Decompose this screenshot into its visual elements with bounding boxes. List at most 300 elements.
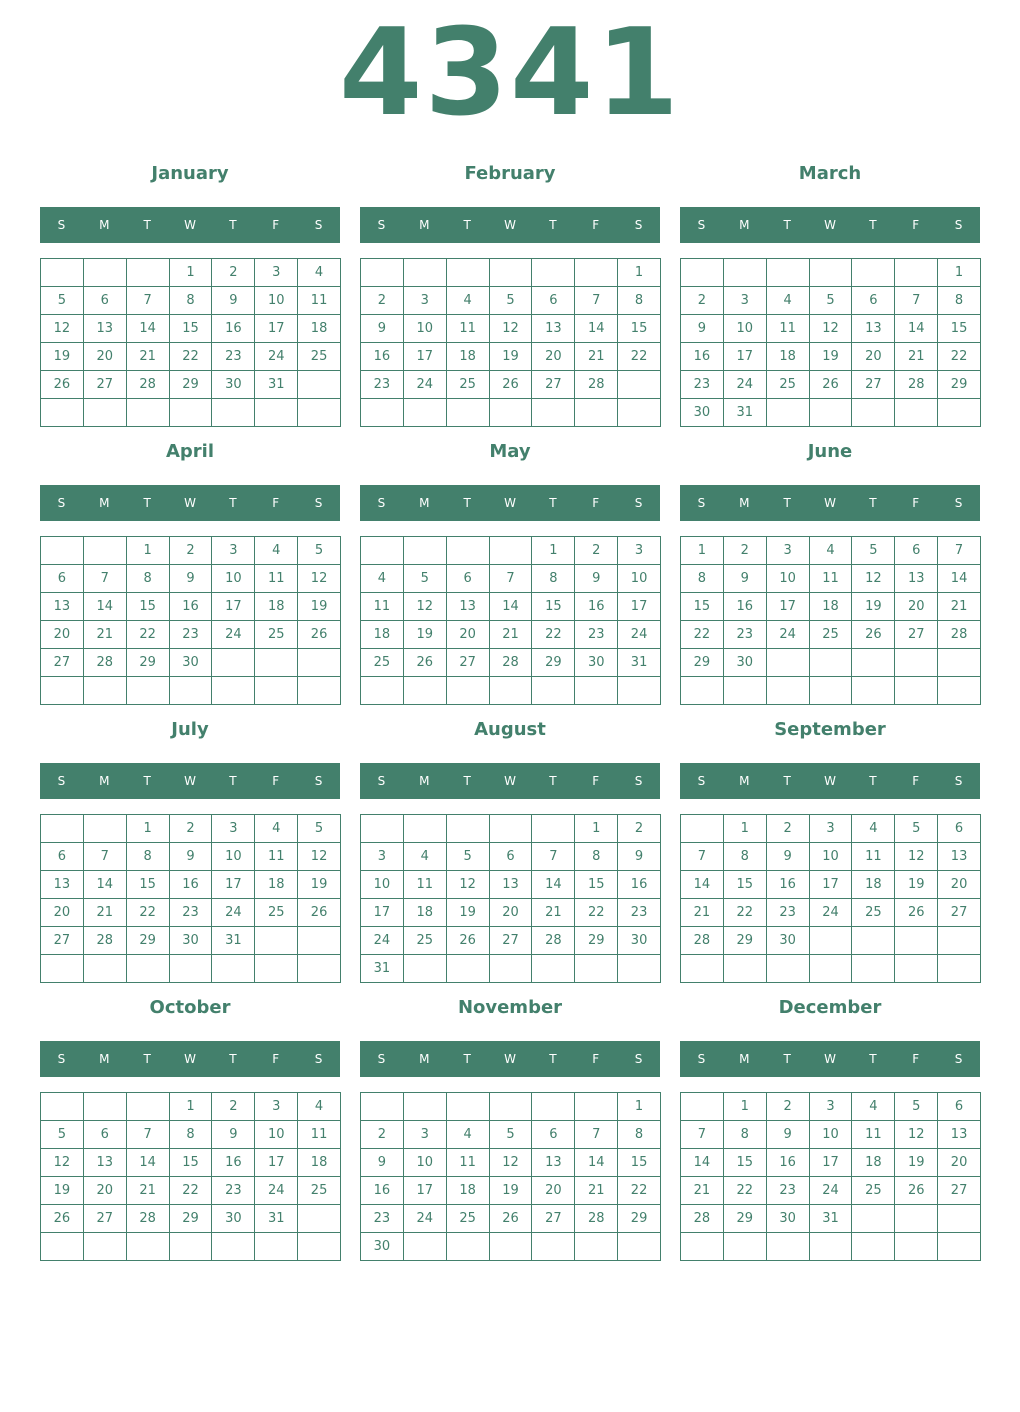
empty-cell <box>575 1093 618 1121</box>
empty-cell <box>298 649 341 677</box>
weekday-label: S <box>697 496 706 510</box>
day-cell: 9 <box>724 565 767 593</box>
weekday-label: T <box>869 218 877 232</box>
day-cell: 22 <box>127 899 170 927</box>
weekday-label: S <box>314 774 323 788</box>
empty-cell <box>255 955 298 983</box>
empty-cell <box>361 1093 404 1121</box>
day-cell: 27 <box>84 1205 127 1233</box>
empty-cell <box>681 259 724 287</box>
day-cell: 23 <box>361 371 404 399</box>
day-cell: 24 <box>404 371 447 399</box>
weekday-label: W <box>824 218 836 232</box>
weekday-label: W <box>824 1052 836 1066</box>
day-cell: 31 <box>255 371 298 399</box>
weekday-label: M <box>739 496 750 510</box>
weekday-label: S <box>57 496 66 510</box>
day-cell: 21 <box>127 1177 170 1205</box>
weekday-label: S <box>697 218 706 232</box>
day-cell: 15 <box>681 593 724 621</box>
day-cell: 17 <box>361 899 404 927</box>
day-cell: 17 <box>212 593 255 621</box>
day-grid <box>360 536 661 705</box>
day-cell: 5 <box>298 815 341 843</box>
weekday-label: T <box>783 774 791 788</box>
weekday-label: T <box>549 218 557 232</box>
day-cell: 17 <box>618 593 661 621</box>
day-cell: 18 <box>447 1177 490 1205</box>
weekday-header <box>360 763 660 799</box>
weekday-label: M <box>739 218 750 232</box>
day-cell: 31 <box>255 1205 298 1233</box>
month-name: April <box>165 441 215 462</box>
empty-cell <box>767 677 810 705</box>
day-cell: 4 <box>852 815 895 843</box>
day-cell: 13 <box>447 593 490 621</box>
day-cell: 4 <box>404 843 447 871</box>
empty-cell <box>212 399 255 427</box>
weekday-label: S <box>634 774 643 788</box>
day-cell: 11 <box>767 315 810 343</box>
day-cell: 5 <box>298 537 341 565</box>
empty-cell <box>490 537 533 565</box>
empty-cell <box>490 677 533 705</box>
month-name: October <box>149 997 231 1018</box>
day-cell: 13 <box>532 1149 575 1177</box>
weekday-label: T <box>783 1052 791 1066</box>
day-cell: 2 <box>681 287 724 315</box>
day-cell: 22 <box>724 1177 767 1205</box>
weekday-label: S <box>314 218 323 232</box>
day-cell: 7 <box>532 843 575 871</box>
month-name: September <box>774 719 886 740</box>
day-cell: 8 <box>618 1121 661 1149</box>
day-cell: 11 <box>404 871 447 899</box>
empty-cell <box>532 955 575 983</box>
day-cell: 1 <box>618 259 661 287</box>
day-cell: 12 <box>895 1121 938 1149</box>
day-cell: 20 <box>84 1177 127 1205</box>
day-cell: 31 <box>361 955 404 983</box>
day-cell: 12 <box>404 593 447 621</box>
day-cell: 16 <box>767 871 810 899</box>
day-cell: 15 <box>575 871 618 899</box>
weekday-label: S <box>314 1052 323 1066</box>
day-cell: 13 <box>938 1121 981 1149</box>
day-cell: 29 <box>170 371 213 399</box>
weekday-header <box>680 207 980 243</box>
day-cell: 5 <box>404 565 447 593</box>
empty-cell <box>127 1093 170 1121</box>
day-cell: 10 <box>212 565 255 593</box>
day-cell: 2 <box>170 537 213 565</box>
day-cell: 23 <box>212 343 255 371</box>
day-cell: 9 <box>361 1149 404 1177</box>
day-cell: 19 <box>895 871 938 899</box>
day-cell: 27 <box>938 899 981 927</box>
weekday-header <box>680 1041 980 1077</box>
day-cell: 23 <box>767 899 810 927</box>
weekday-label: W <box>824 774 836 788</box>
day-cell: 29 <box>618 1205 661 1233</box>
day-cell: 10 <box>212 843 255 871</box>
day-cell: 7 <box>681 1121 724 1149</box>
empty-cell <box>298 677 341 705</box>
day-cell: 4 <box>298 259 341 287</box>
empty-cell <box>490 399 533 427</box>
empty-cell <box>404 955 447 983</box>
day-cell: 23 <box>575 621 618 649</box>
month-name: January <box>151 163 229 184</box>
day-cell: 23 <box>170 621 213 649</box>
weekday-label: M <box>739 774 750 788</box>
empty-cell <box>895 677 938 705</box>
day-cell: 27 <box>41 649 84 677</box>
day-cell: 11 <box>810 565 853 593</box>
weekday-label: W <box>504 774 516 788</box>
day-cell: 13 <box>41 871 84 899</box>
empty-cell <box>681 1233 724 1261</box>
empty-cell <box>895 1205 938 1233</box>
empty-cell <box>852 677 895 705</box>
empty-cell <box>681 815 724 843</box>
day-cell: 8 <box>532 565 575 593</box>
weekday-label: W <box>184 218 196 232</box>
weekday-label: F <box>912 1052 920 1066</box>
day-cell: 24 <box>255 343 298 371</box>
day-cell: 23 <box>767 1177 810 1205</box>
day-cell: 11 <box>298 287 341 315</box>
day-cell: 27 <box>447 649 490 677</box>
day-cell: 22 <box>532 621 575 649</box>
day-cell: 12 <box>490 1149 533 1177</box>
weekday-label: S <box>634 1052 643 1066</box>
empty-cell <box>895 955 938 983</box>
day-cell: 26 <box>895 899 938 927</box>
day-cell: 18 <box>852 1149 895 1177</box>
day-cell: 17 <box>255 1149 298 1177</box>
day-cell: 25 <box>298 343 341 371</box>
day-cell: 23 <box>681 371 724 399</box>
day-cell: 10 <box>361 871 404 899</box>
day-cell: 22 <box>938 343 981 371</box>
empty-cell <box>361 399 404 427</box>
day-cell: 10 <box>724 315 767 343</box>
day-cell: 26 <box>895 1177 938 1205</box>
weekday-label: T <box>783 496 791 510</box>
day-cell: 19 <box>490 1177 533 1205</box>
day-cell: 29 <box>532 649 575 677</box>
day-cell: 1 <box>724 1093 767 1121</box>
day-cell: 12 <box>298 843 341 871</box>
weekday-header <box>680 485 980 521</box>
day-cell: 27 <box>490 927 533 955</box>
day-cell: 4 <box>298 1093 341 1121</box>
day-cell: 28 <box>895 371 938 399</box>
day-cell: 7 <box>127 287 170 315</box>
day-cell: 2 <box>212 1093 255 1121</box>
day-cell: 1 <box>724 815 767 843</box>
empty-cell <box>127 677 170 705</box>
empty-cell <box>170 1233 213 1261</box>
day-cell: 5 <box>895 1093 938 1121</box>
day-grid <box>40 1092 341 1261</box>
day-cell: 28 <box>490 649 533 677</box>
day-cell: 16 <box>767 1149 810 1177</box>
day-cell: 1 <box>127 537 170 565</box>
weekday-label: M <box>419 496 430 510</box>
day-cell: 31 <box>618 649 661 677</box>
day-cell: 24 <box>810 1177 853 1205</box>
empty-cell <box>127 259 170 287</box>
empty-cell <box>41 677 84 705</box>
day-cell: 15 <box>127 871 170 899</box>
day-cell: 18 <box>404 899 447 927</box>
day-cell: 13 <box>852 315 895 343</box>
day-cell: 1 <box>575 815 618 843</box>
empty-cell <box>298 371 341 399</box>
day-grid <box>680 258 981 427</box>
day-cell: 18 <box>298 315 341 343</box>
day-cell: 10 <box>255 287 298 315</box>
day-cell: 15 <box>618 1149 661 1177</box>
day-cell: 9 <box>170 843 213 871</box>
day-cell: 26 <box>490 1205 533 1233</box>
weekday-header <box>360 207 660 243</box>
weekday-label: S <box>634 496 643 510</box>
day-cell: 14 <box>84 593 127 621</box>
empty-cell <box>212 955 255 983</box>
weekday-label: F <box>912 774 920 788</box>
weekday-label: S <box>314 496 323 510</box>
weekday-label: S <box>954 496 963 510</box>
day-cell: 6 <box>532 287 575 315</box>
day-cell: 3 <box>404 287 447 315</box>
empty-cell <box>404 1093 447 1121</box>
day-cell: 3 <box>810 815 853 843</box>
day-cell: 22 <box>127 621 170 649</box>
day-grid <box>360 258 661 427</box>
day-cell: 30 <box>767 927 810 955</box>
empty-cell <box>212 677 255 705</box>
day-cell: 12 <box>895 843 938 871</box>
day-cell: 12 <box>490 315 533 343</box>
day-cell: 19 <box>895 1149 938 1177</box>
empty-cell <box>938 1233 981 1261</box>
weekday-label: F <box>272 218 280 232</box>
empty-cell <box>810 259 853 287</box>
day-cell: 15 <box>724 871 767 899</box>
day-cell: 11 <box>255 565 298 593</box>
empty-cell <box>447 259 490 287</box>
day-cell: 20 <box>938 1149 981 1177</box>
empty-cell <box>41 399 84 427</box>
day-cell: 23 <box>724 621 767 649</box>
day-cell: 9 <box>170 565 213 593</box>
day-cell: 26 <box>404 649 447 677</box>
day-cell: 21 <box>938 593 981 621</box>
day-cell: 30 <box>767 1205 810 1233</box>
empty-cell <box>298 955 341 983</box>
day-cell: 28 <box>938 621 981 649</box>
day-cell: 20 <box>938 871 981 899</box>
day-grid <box>40 258 341 427</box>
day-cell: 31 <box>810 1205 853 1233</box>
day-cell: 3 <box>767 537 810 565</box>
empty-cell <box>575 955 618 983</box>
day-cell: 16 <box>724 593 767 621</box>
day-cell: 26 <box>447 927 490 955</box>
day-cell: 2 <box>767 1093 810 1121</box>
day-cell: 15 <box>618 315 661 343</box>
weekday-label: T <box>463 1052 471 1066</box>
day-cell: 30 <box>724 649 767 677</box>
weekday-label: T <box>549 774 557 788</box>
weekday-label: M <box>419 774 430 788</box>
weekday-label: S <box>57 774 66 788</box>
weekday-header <box>360 485 660 521</box>
weekday-label: M <box>739 1052 750 1066</box>
empty-cell <box>298 927 341 955</box>
weekday-header <box>40 763 340 799</box>
day-cell: 6 <box>938 815 981 843</box>
day-cell: 29 <box>724 927 767 955</box>
day-cell: 21 <box>575 1177 618 1205</box>
day-cell: 28 <box>575 371 618 399</box>
day-cell: 19 <box>298 593 341 621</box>
weekday-label: F <box>592 774 600 788</box>
day-cell: 4 <box>447 1121 490 1149</box>
year-title: 4341 <box>339 4 681 143</box>
day-cell: 10 <box>255 1121 298 1149</box>
day-cell: 2 <box>767 815 810 843</box>
day-cell: 16 <box>618 871 661 899</box>
weekday-header <box>360 1041 660 1077</box>
empty-cell <box>404 537 447 565</box>
day-cell: 20 <box>84 343 127 371</box>
day-cell: 30 <box>575 649 618 677</box>
day-cell: 29 <box>724 1205 767 1233</box>
day-cell: 11 <box>361 593 404 621</box>
empty-cell <box>41 1093 84 1121</box>
weekday-label: M <box>99 218 110 232</box>
day-cell: 30 <box>361 1233 404 1261</box>
weekday-label: S <box>954 1052 963 1066</box>
day-cell: 13 <box>84 315 127 343</box>
day-cell: 19 <box>41 343 84 371</box>
day-cell: 21 <box>575 343 618 371</box>
day-cell: 6 <box>852 287 895 315</box>
day-cell: 18 <box>767 343 810 371</box>
day-cell: 4 <box>810 537 853 565</box>
day-cell: 31 <box>212 927 255 955</box>
day-cell: 3 <box>212 537 255 565</box>
day-cell: 18 <box>361 621 404 649</box>
weekday-header <box>40 485 340 521</box>
empty-cell <box>938 955 981 983</box>
day-cell: 28 <box>532 927 575 955</box>
empty-cell <box>84 537 127 565</box>
weekday-label: W <box>824 496 836 510</box>
day-cell: 5 <box>41 287 84 315</box>
empty-cell <box>447 677 490 705</box>
day-cell: 15 <box>127 593 170 621</box>
day-grid <box>680 814 981 983</box>
day-cell: 28 <box>127 371 170 399</box>
empty-cell <box>127 1233 170 1261</box>
day-cell: 26 <box>490 371 533 399</box>
day-cell: 17 <box>810 871 853 899</box>
day-cell: 7 <box>127 1121 170 1149</box>
empty-cell <box>447 1093 490 1121</box>
day-cell: 4 <box>255 537 298 565</box>
empty-cell <box>618 399 661 427</box>
day-cell: 30 <box>170 649 213 677</box>
day-cell: 6 <box>84 287 127 315</box>
empty-cell <box>447 399 490 427</box>
weekday-label: W <box>184 1052 196 1066</box>
weekday-label: T <box>783 218 791 232</box>
empty-cell <box>84 1093 127 1121</box>
day-cell: 27 <box>532 1205 575 1233</box>
day-cell: 4 <box>361 565 404 593</box>
day-cell: 22 <box>575 899 618 927</box>
day-cell: 17 <box>404 343 447 371</box>
day-cell: 4 <box>447 287 490 315</box>
empty-cell <box>938 649 981 677</box>
weekday-label: F <box>272 496 280 510</box>
empty-cell <box>212 1233 255 1261</box>
day-cell: 14 <box>681 871 724 899</box>
empty-cell <box>255 399 298 427</box>
day-cell: 24 <box>361 927 404 955</box>
day-cell: 21 <box>84 621 127 649</box>
weekday-label: S <box>634 218 643 232</box>
empty-cell <box>404 1233 447 1261</box>
day-cell: 16 <box>212 1149 255 1177</box>
empty-cell <box>767 955 810 983</box>
empty-cell <box>41 537 84 565</box>
day-cell: 24 <box>618 621 661 649</box>
empty-cell <box>170 677 213 705</box>
day-cell: 28 <box>127 1205 170 1233</box>
empty-cell <box>681 1093 724 1121</box>
empty-cell <box>681 955 724 983</box>
day-cell: 3 <box>361 843 404 871</box>
day-cell: 9 <box>212 1121 255 1149</box>
empty-cell <box>532 815 575 843</box>
day-cell: 17 <box>212 871 255 899</box>
weekday-label: T <box>229 1052 237 1066</box>
day-cell: 9 <box>767 843 810 871</box>
day-cell: 19 <box>852 593 895 621</box>
weekday-label: T <box>143 1052 151 1066</box>
day-cell: 13 <box>938 843 981 871</box>
day-cell: 9 <box>361 315 404 343</box>
day-cell: 14 <box>895 315 938 343</box>
day-cell: 25 <box>255 621 298 649</box>
weekday-label: S <box>377 774 386 788</box>
empty-cell <box>852 399 895 427</box>
empty-cell <box>41 815 84 843</box>
day-cell: 6 <box>84 1121 127 1149</box>
day-cell: 22 <box>681 621 724 649</box>
day-cell: 4 <box>767 287 810 315</box>
day-cell: 12 <box>810 315 853 343</box>
empty-cell <box>84 677 127 705</box>
day-cell: 6 <box>490 843 533 871</box>
weekday-label: M <box>99 496 110 510</box>
